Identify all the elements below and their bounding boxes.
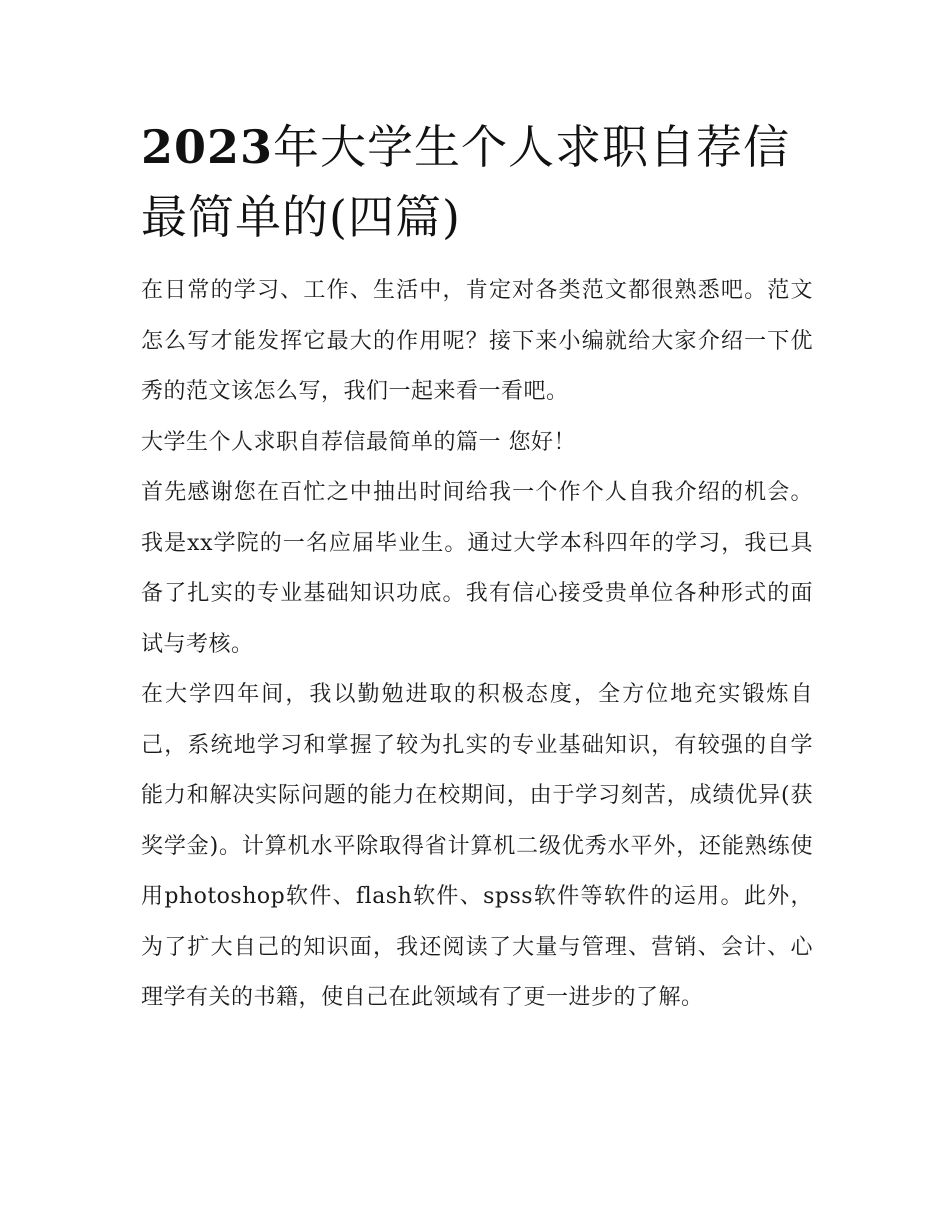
body-paragraph-1: 首先感谢您在百忙之中抽出时间给我一个作个人自我介绍的机会。我是xx学院的一名应届毕业生。通过大学本科四年的学习，我已具备了扎实的专业基础知识功底。我有信心接受贵单位各种形式的面试与考核。 — [141, 480, 813, 657]
body-paragraph-2: 在大学四年间，我以勤勉进取的积极态度，全方位地充实锻炼自己，系统地学习和掌握了较为扎实的专业基础知识，有较强的自学能力和解决实际问题的能力在校期间，由于学习刻苦，成绩优异(获奖学金)。计算机水平除取得省计算机二级优秀水平外，还能熟练使用photoshop软件、flash软件、spss软件等软件的运用。此外，为了扩大自己的知识面，我还阅读了大量与管理、营销、会计、心理学有关的书籍，使自己在此领域有了更一进步的了解。 — [141, 682, 813, 1010]
title-year: 2023 — [141, 120, 274, 174]
section-heading-paragraph: 大学生个人求职自荐信最简单的篇一 您好！ — [141, 429, 576, 455]
intro-paragraph: 在日常的学习、工作、生活中，肯定对各类范文都很熟悉吧。范文怎么写才能发挥它最大的作用呢？接下来小编就给大家介绍一下优秀的范文该怎么写，我们一起来看一看吧。 — [141, 278, 813, 404]
document-title — [141, 112, 813, 252]
document-page — [141, 112, 813, 1024]
title-text: 年大学生个人求职自荐信最简单的(四篇) — [141, 120, 791, 244]
